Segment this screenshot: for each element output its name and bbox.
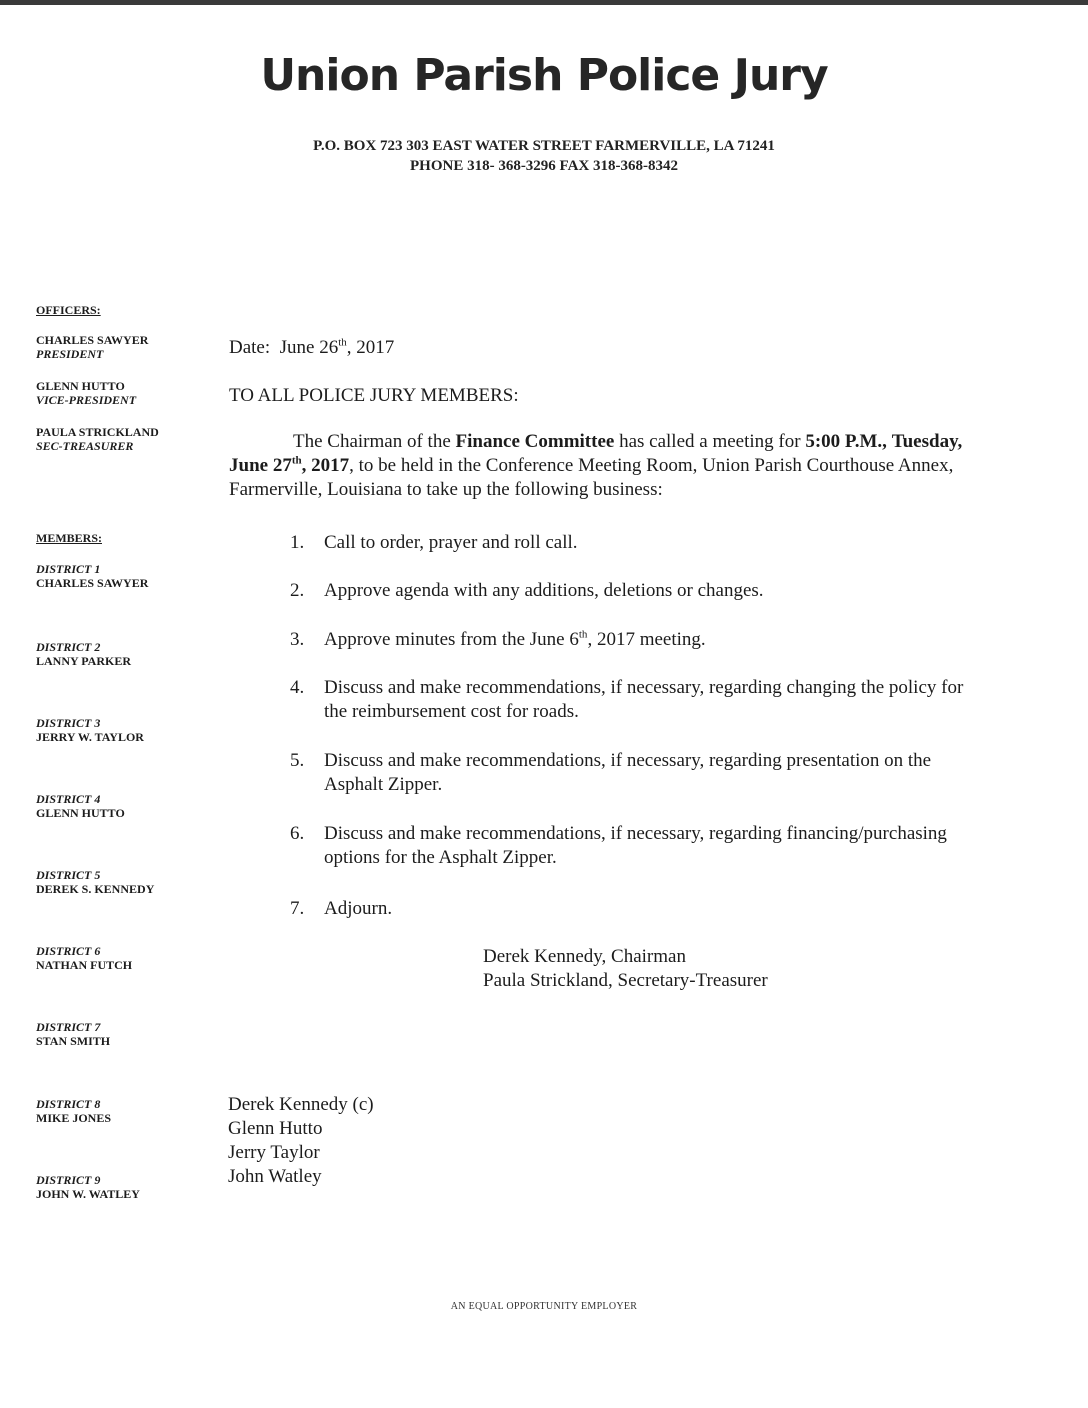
agenda-item-number: 6. — [290, 823, 305, 844]
para-text: , to be held in the Conference Meeting Room, Union Parish Courthouse Annex, Farmerville, Louisiana to take up the following business: — [229, 455, 954, 500]
officer-role: PRESIDENT — [36, 347, 104, 361]
agenda-item-ordinal: th — [578, 628, 588, 641]
member-entry — [36, 716, 144, 744]
committee-member: Jerry Taylor — [228, 1142, 320, 1163]
agenda-item-text: Discuss and make recommendations, if necessary, regarding financing/purchasing options for the Asphalt Zipper. — [324, 823, 947, 868]
member-entry — [36, 562, 148, 590]
committee-member: Derek Kennedy (c) — [228, 1094, 374, 1115]
member-district: DISTRICT 6 — [36, 944, 101, 958]
agenda-item-text: Discuss and make recommendations, if necessary, regarding changing the policy for the reimbursement cost for roads. — [324, 677, 964, 722]
agenda-item-text-tail: , 2017 meeting. — [587, 629, 706, 650]
agenda-item-number: 2. — [290, 580, 305, 601]
member-district: DISTRICT 9 — [36, 1173, 101, 1187]
member-name: STAN SMITH — [36, 1034, 111, 1048]
meeting-year: , 2017 — [301, 455, 350, 476]
member-entry — [36, 868, 154, 896]
agenda-item-text: Discuss and make recommendations, if necessary, regarding presentation on the Asphalt Zipper. — [324, 750, 932, 795]
member-entry — [36, 792, 125, 820]
meeting-day: Tuesday, June 27 — [229, 431, 963, 476]
letterhead-title: Union Parish Police Jury — [260, 50, 828, 101]
agenda-item-number: 7. — [290, 898, 305, 919]
member-name: LANNY PARKER — [36, 654, 131, 668]
member-name: GLENN HUTTO — [36, 806, 125, 820]
agenda-item-text-wrap — [324, 628, 964, 652]
agenda-item-number: 4. — [290, 677, 305, 698]
signature-secretary: Paula Strickland, Secretary-Treasurer — [483, 970, 768, 991]
footer-eoe: AN EQUAL OPPORTUNITY EMPLOYER — [450, 1301, 638, 1312]
officer-role: VICE-PRESIDENT — [36, 393, 137, 407]
agenda-item-number: 3. — [290, 629, 305, 650]
date-label: Date: — [229, 337, 271, 358]
date-value: June 26 — [279, 337, 339, 358]
officer-entry — [36, 425, 159, 453]
para-text: The Chairman of the — [293, 431, 456, 452]
agenda-item-text: Call to order, prayer and roll call. — [324, 532, 578, 553]
member-entry — [36, 640, 131, 668]
member-entry — [36, 944, 132, 972]
agenda-item-text: Adjourn. — [324, 898, 393, 919]
committee-member: Glenn Hutto — [228, 1118, 323, 1139]
agenda-item-number: 5. — [290, 750, 305, 771]
member-district: DISTRICT 8 — [36, 1097, 101, 1111]
member-entry — [36, 1173, 140, 1201]
member-name: JOHN W. WATLEY — [36, 1187, 140, 1201]
member-district: DISTRICT 3 — [36, 716, 101, 730]
officer-name: GLENN HUTTO — [36, 379, 125, 393]
member-name: DEREK S. KENNEDY — [36, 882, 155, 896]
member-entry — [36, 1020, 110, 1048]
officers-heading: OFFICERS: — [36, 303, 101, 317]
officer-entry — [36, 333, 148, 361]
member-name: MIKE JONES — [36, 1111, 112, 1125]
letter-date — [229, 336, 394, 359]
member-name: JERRY W. TAYLOR — [36, 730, 144, 744]
member-district: DISTRICT 4 — [36, 792, 101, 806]
signature-chairman: Derek Kennedy, Chairman — [483, 946, 686, 967]
committee-member: John Watley — [228, 1166, 322, 1187]
meeting-paragraph — [229, 430, 969, 502]
committee-name: Finance Committee — [455, 431, 615, 452]
letterhead-address: P.O. BOX 723 303 EAST WATER STREET FARMERVILLE, LA 71241 — [313, 138, 775, 154]
member-district: DISTRICT 7 — [36, 1020, 101, 1034]
page-top-edge — [0, 0, 1088, 5]
agenda-item-text: Approve minutes from the June 6 — [324, 629, 579, 650]
member-name: NATHAN FUTCH — [36, 958, 133, 972]
member-district: DISTRICT 5 — [36, 868, 101, 882]
officer-name: CHARLES SAWYER — [36, 333, 149, 347]
officer-role: SEC-TREASURER — [36, 439, 134, 453]
agenda-item-number: 1. — [290, 532, 305, 553]
member-district: DISTRICT 2 — [36, 640, 101, 654]
meeting-time: 5:00 P.M., — [805, 431, 887, 452]
meeting-day-ordinal: th — [291, 454, 302, 467]
member-name: CHARLES SAWYER — [36, 576, 149, 590]
salutation: TO ALL POLICE JURY MEMBERS: — [229, 385, 519, 406]
agenda-item-text: Approve agenda with any additions, deletions or changes. — [324, 580, 764, 601]
letterhead-phone-fax: PHONE 318- 368-3296 FAX 318-368-8342 — [409, 158, 679, 174]
para-text: has called a meeting for — [614, 431, 806, 452]
officer-name: PAULA STRICKLAND — [36, 425, 159, 439]
member-entry — [36, 1097, 111, 1125]
date-year: , 2017 — [346, 337, 395, 358]
date-ordinal: th — [338, 336, 347, 349]
member-district: DISTRICT 1 — [36, 562, 101, 576]
members-heading: MEMBERS: — [36, 531, 102, 545]
officer-entry — [36, 379, 136, 407]
